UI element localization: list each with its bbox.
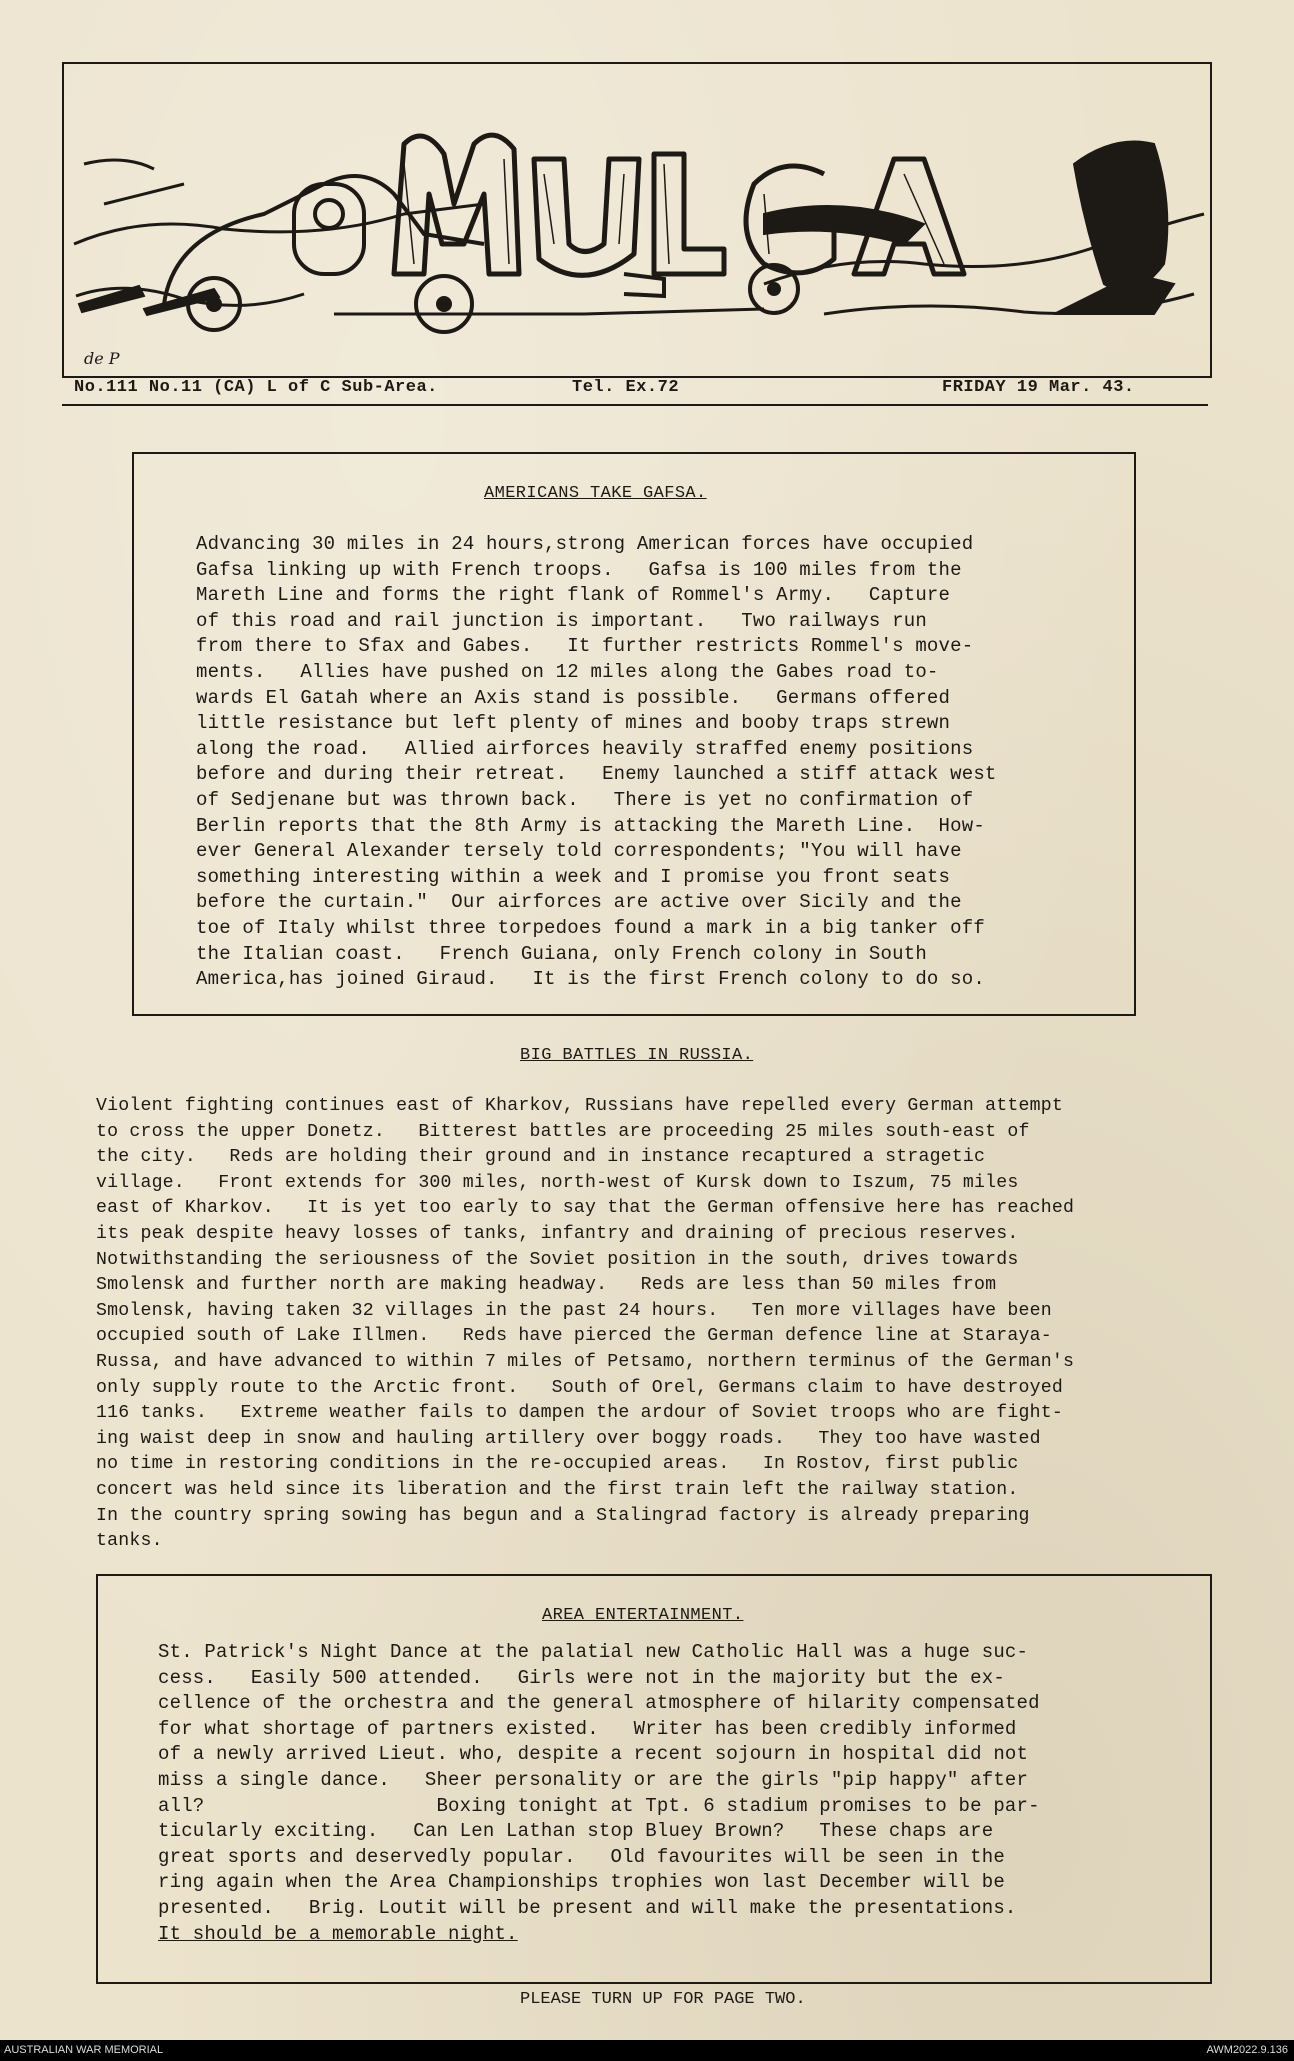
text-line: America,has joined Giraud. It is the first French colony to do so. (196, 968, 985, 991)
text-line: Notwithstanding the seriousness of the Soviet position in the south, drives towards (96, 1249, 1019, 1270)
text-line: ticularly exciting. Can Len Lathan stop Bluey Brown? These chaps are (158, 1820, 994, 1843)
text-line: Smolensk and further north are making headway. Reds are less than 50 miles from (96, 1275, 997, 1296)
text-line: little resistance but left plenty of mines and booby traps strewn (196, 712, 951, 735)
mulga-drawing (64, 64, 1210, 376)
text-line: Advancing 30 miles in 24 hours,strong American forces have occupied (196, 533, 974, 555)
text-line: its peak despite heavy losses of tanks, infantry and draining of precious reserves. (96, 1223, 1019, 1244)
text-line: to cross the upper Donetz. Bitterest battles are proceeding 25 miles south-east of (96, 1121, 1030, 1142)
masthead-illustration (62, 62, 1212, 378)
text-line: concert was held since its liberation and the first train left the railway station. (96, 1479, 1019, 1500)
text-line: all? Boxing tonight at Tpt. 6 stadium promises to be par- (158, 1794, 1040, 1817)
text-line: ever General Alexander tersely told correspondents; "You will have (196, 840, 962, 863)
text-line: ments. Allies have pushed on 12 miles along the Gabes road to- (196, 660, 939, 683)
article-heading-russia: BIG BATTLES IN RUSSIA. (520, 1046, 754, 1065)
text-line: Violent fighting continues east of Kharkov, Russians have repelled every German attempt (96, 1096, 1063, 1116)
text-line: Mareth Line and forms the right flank of Rommel's Army. Capture (196, 584, 951, 607)
masthead-info-line (62, 378, 1208, 404)
text-line: before the curtain." Our airforces are active over Sicily and the (196, 891, 962, 914)
artist-signature: de P (84, 349, 120, 368)
text-line: of Sedjenane but was thrown back. There is yet no confirmation of (196, 788, 974, 811)
text-line: something interesting within a week and I promise you front seats (196, 865, 951, 888)
article-heading-americans: AMERICANS TAKE GAFSA. (484, 484, 707, 503)
article-heading-entertainment: AREA ENTERTAINMENT. (542, 1606, 744, 1625)
text-line: no time in restoring conditions in the re-occupied areas. In Rostov, first public (96, 1454, 1019, 1475)
turn-page-note: PLEASE TURN UP FOR PAGE TWO. (520, 1990, 806, 2009)
hatching (79, 142, 1174, 316)
text-line: wards El Gatah where an Axis stand is possible. Germans offered (196, 686, 951, 709)
telephone-extension: Tel. Ex.72 (572, 378, 680, 397)
text-line: before and during their retreat. Enemy launched a stiff attack west (196, 763, 997, 786)
masthead-rule (62, 404, 1208, 406)
text-line: the city. Reds are holding their ground and in instance recaptured a stragetic (96, 1147, 986, 1168)
text-line-closing: It should be a memorable night. (158, 1922, 518, 1945)
text-line: occupied south of Lake Illmen. Reds have pierced the German defence line at Staraya- (96, 1326, 1052, 1347)
archive-footer (0, 2040, 1294, 2061)
text-line: presented. Brig. Loutit will be present and will make the presentations. (158, 1896, 1017, 1919)
text-line: from there to Sfax and Gabes. It further restricts Rommel's move- (196, 635, 974, 658)
archive-reference: AWM2022.9.136 (1206, 2044, 1288, 2056)
text-line: east of Kharkov. It is yet too early to say that the German offensive here has reached (96, 1198, 1075, 1219)
text-line: Russa, and have advanced to within 7 miles of Petsamo, northern terminus of the German's (96, 1351, 1075, 1372)
text-line: tanks. (96, 1531, 163, 1552)
text-line: toe of Italy whilst three torpedoes found a mark in a big tanker off (196, 916, 985, 939)
text-line: 116 tanks. Extreme weather fails to dampen the ardour of Soviet troops who are fight- (96, 1403, 1063, 1424)
article-body-entertainment (158, 1640, 1198, 1947)
text-line: great sports and deservedly popular. Old favourites will be seen in the (158, 1845, 1005, 1868)
issue-date: FRIDAY 19 Mar. 43. (942, 378, 1135, 397)
text-line: ing waist deep in snow and hauling artillery over boggy roads. They too have wasted (96, 1428, 1041, 1449)
text-line: only supply route to the Arctic front. South of Orel, Germans claim to have destroyed (96, 1377, 1063, 1398)
text-line: along the road. Allied airforces heavily straffed enemy positions (196, 737, 974, 760)
text-line: St. Patrick's Night Dance at the palatial new Catholic Hall was a huge suc- (158, 1641, 1029, 1663)
text-line: ring again when the Area Championships trophies won last December will be (158, 1871, 1005, 1894)
text-line: Berlin reports that the 8th Army is attacking the Mareth Line. How- (196, 814, 985, 837)
text-line: the Italian coast. French Guiana, only French colony in South (196, 942, 927, 965)
text-line: cellence of the orchestra and the general atmosphere of hilarity compensated (158, 1692, 1040, 1715)
text-line: Smolensk, having taken 32 villages in the past 24 hours. Ten more villages have been (96, 1300, 1052, 1321)
text-line: In the country spring sowing has begun and a Stalingrad factory is already preparing (96, 1505, 1030, 1526)
text-line: for what shortage of partners existed. Writer has been credibly informed (158, 1717, 1017, 1740)
text-line: cess. Easily 500 attended. Girls were not in the majority but the ex- (158, 1666, 1005, 1689)
text-line: village. Front extends for 300 miles, north-west of Kursk down to Iszum, 75 miles (96, 1172, 1019, 1193)
article-body-americans (196, 532, 1116, 993)
text-line: miss a single dance. Sheer personality or are the girls "pip happy" after (158, 1768, 1029, 1791)
text-line: Gafsa linking up with French troops. Gafsa is 100 miles from the (196, 558, 962, 581)
text-line: of a newly arrived Lieut. who, despite a recent sojourn in hospital did not (158, 1743, 1029, 1766)
text-line: of this road and rail junction is important. Two railways run (196, 609, 927, 632)
mulga-title-art (394, 135, 964, 275)
issue-number: No.111 No.11 (CA) L of C Sub-Area. (74, 378, 438, 397)
article-body-russia (96, 1094, 1246, 1555)
archive-name: AUSTRALIAN WAR MEMORIAL (4, 2044, 164, 2056)
